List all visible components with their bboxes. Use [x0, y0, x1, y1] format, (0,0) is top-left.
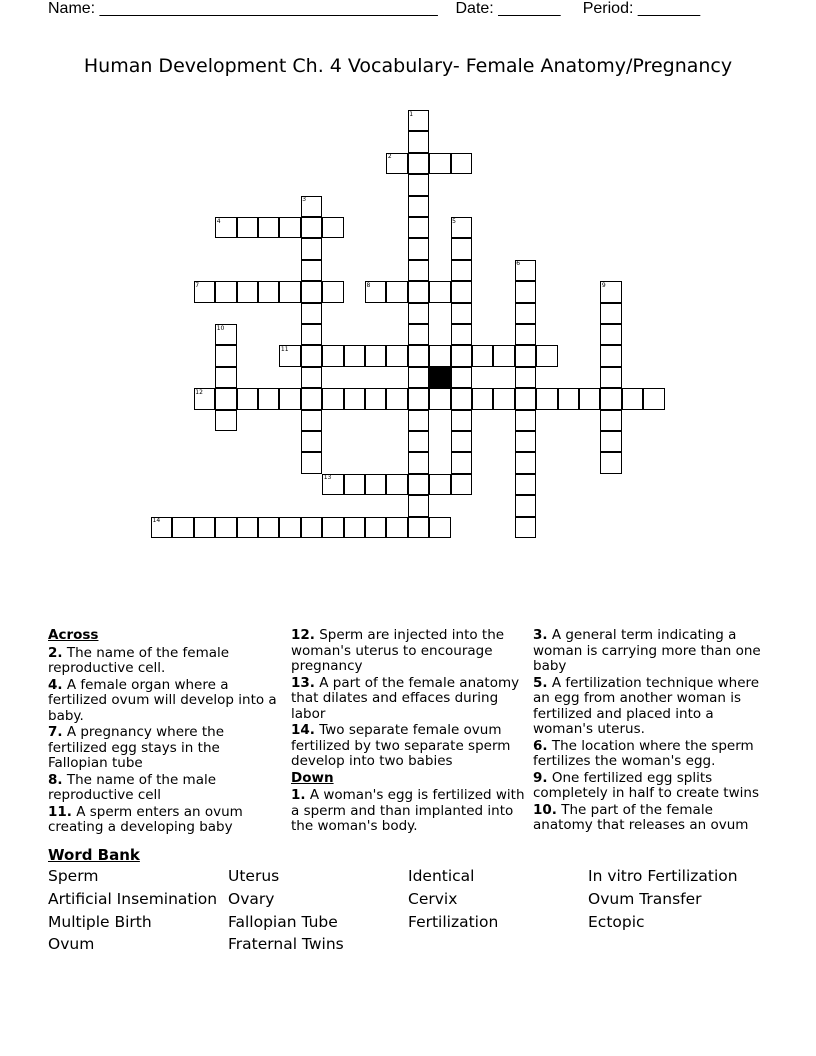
crossword-cell[interactable] — [408, 324, 429, 345]
crossword-cell[interactable] — [365, 474, 386, 495]
crossword-cell[interactable] — [279, 217, 300, 238]
word-bank-item: In vitro Fertilization — [588, 867, 738, 885]
crossword-cell[interactable] — [215, 367, 236, 388]
clue-number: 8 — [366, 281, 371, 289]
word-bank-item: Cervix — [408, 889, 458, 908]
word-bank-item: Identical — [408, 867, 475, 885]
crossword-cell[interactable] — [237, 217, 258, 238]
clue-across-4: 4. A female organ where a fertilized ovum will develop into a baby. — [48, 676, 277, 724]
crossword-cell[interactable] — [429, 281, 450, 302]
crossword-cell[interactable] — [344, 345, 365, 366]
crossword-cell[interactable] — [386, 345, 407, 366]
crossword-cell[interactable] — [215, 388, 236, 409]
crossword-cell[interactable] — [579, 388, 600, 409]
clue-number: 6 — [516, 260, 521, 268]
crossword-cell[interactable] — [408, 217, 429, 238]
clue-number: 2 — [387, 153, 392, 161]
crossword-cell[interactable] — [493, 345, 514, 366]
crossword-cell[interactable] — [451, 153, 472, 174]
word-bank — [48, 867, 768, 958]
crossword-cell[interactable] — [322, 217, 343, 238]
crossword-cell[interactable] — [301, 367, 322, 388]
crossword-cell[interactable] — [215, 517, 236, 538]
crossword-cell[interactable] — [237, 388, 258, 409]
crossword-cell[interactable] — [408, 367, 429, 388]
crossword-cell[interactable] — [429, 345, 450, 366]
crossword-cell[interactable] — [600, 388, 621, 409]
crossword-cell[interactable] — [301, 217, 322, 238]
period-field[interactable]: Period: _______ — [582, 0, 701, 17]
crossword-cell[interactable] — [515, 345, 536, 366]
clue-down-9: 9. One fertilized egg splits completely in half to create twins — [533, 769, 759, 801]
word-bank-item: Ectopic — [588, 912, 645, 931]
crossword-cell[interactable] — [386, 388, 407, 409]
crossword-cell[interactable] — [600, 367, 621, 388]
crossword-cell[interactable] — [600, 345, 621, 366]
word-bank-item: Fertilization — [408, 912, 499, 931]
clue-down-3: 3. A general term indicating a woman is carrying more than one baby — [533, 627, 761, 674]
crossword-cell[interactable] — [301, 303, 322, 324]
page-title: Human Development Ch. 4 Vocabulary- Female Anatomy/Pregnancy — [83, 55, 733, 77]
crossword-cell[interactable] — [515, 517, 536, 538]
crossword-cell[interactable] — [301, 517, 322, 538]
crossword-cell[interactable] — [237, 281, 258, 302]
clue-number: 7 — [195, 281, 200, 289]
crossword-cell[interactable] — [408, 345, 429, 366]
crossword-cell[interactable] — [451, 281, 472, 302]
crossword-cell[interactable] — [386, 474, 407, 495]
down-heading: Down — [291, 769, 334, 786]
across-heading: Across — [48, 627, 99, 643]
crossword-cell[interactable] — [643, 388, 664, 409]
crossword-cell[interactable] — [536, 388, 557, 409]
crossword-cell[interactable] — [322, 345, 343, 366]
crossword-cell[interactable] — [515, 410, 536, 431]
clues-column-1 — [48, 628, 283, 837]
clue-down-1: 1. A woman's egg is fertilized with a sperm and than implanted into the woman's body. — [291, 787, 525, 834]
crossword-cell[interactable] — [515, 388, 536, 409]
crossword-cell[interactable] — [386, 281, 407, 302]
crossword-cell[interactable] — [600, 303, 621, 324]
crossword-cell[interactable] — [301, 410, 322, 431]
crossword-cell[interactable] — [365, 345, 386, 366]
crossword-cell[interactable] — [600, 324, 621, 345]
clue-across-13: 13. A part of the female anatomy that dilates and effaces during labor — [291, 674, 520, 722]
crossword-cell[interactable] — [215, 410, 236, 431]
crossword-cell[interactable] — [451, 303, 472, 324]
word-bank-item: Ovum Transfer — [588, 889, 702, 908]
crossword-cell[interactable] — [408, 303, 429, 324]
crossword-cell[interactable] — [536, 345, 557, 366]
crossword-cell[interactable] — [408, 260, 429, 281]
crossword-cell[interactable] — [451, 431, 472, 452]
crossword-cell[interactable] — [301, 388, 322, 409]
clue-down-6: 6. The location where the sperm fertilizes the woman's egg. — [533, 737, 754, 769]
crossword-cell[interactable] — [279, 388, 300, 409]
word-bank-item: Artificial Insemination — [48, 889, 218, 908]
crossword-cell[interactable] — [301, 324, 322, 345]
crossword-cell[interactable] — [515, 324, 536, 345]
crossword-cell[interactable] — [408, 238, 429, 259]
crossword-cell[interactable] — [408, 174, 429, 195]
clue-across-11: 11. A sperm enters an ovum creating a developing baby — [48, 803, 243, 835]
clue-number: 14 — [152, 517, 161, 525]
crossword-cell[interactable] — [472, 345, 493, 366]
crossword-cell[interactable] — [451, 324, 472, 345]
clue-number: 10 — [216, 324, 225, 332]
crossword-cell[interactable] — [322, 281, 343, 302]
clue-number: 4 — [216, 217, 221, 225]
crossword-cell[interactable] — [600, 452, 621, 473]
crossword-cell[interactable] — [237, 517, 258, 538]
crossword-cell[interactable] — [408, 474, 429, 495]
crossword-cell[interactable] — [451, 474, 472, 495]
crossword-cell[interactable] — [493, 388, 514, 409]
crossword-cell[interactable] — [386, 517, 407, 538]
clue-number: 1 — [409, 110, 414, 118]
word-bank-row — [48, 935, 768, 958]
crossword-cell[interactable] — [215, 345, 236, 366]
crossword-cell[interactable] — [515, 281, 536, 302]
clue-across-8: 8. The name of the male reproductive cell — [48, 771, 217, 803]
crossword-cell[interactable] — [515, 452, 536, 473]
crossword-cell[interactable] — [301, 260, 322, 281]
crossword-cell[interactable] — [408, 153, 429, 174]
clue-number: 11 — [280, 345, 289, 353]
word-bank-item: Ovum — [48, 935, 95, 954]
crossword-cell[interactable] — [194, 517, 215, 538]
crossword-cell[interactable] — [172, 517, 193, 538]
word-bank-row — [48, 867, 768, 890]
crossword-cell[interactable] — [344, 474, 365, 495]
crossword-cell[interactable] — [408, 452, 429, 473]
crossword-cell[interactable] — [258, 281, 279, 302]
crossword-cell[interactable] — [451, 260, 472, 281]
clues-column-2 — [291, 628, 526, 836]
crossword-cell[interactable] — [451, 238, 472, 259]
word-bank-item: Ovary — [228, 889, 275, 908]
word-bank-title: Word Bank — [48, 846, 140, 864]
crossword-cell[interactable] — [365, 388, 386, 409]
clue-down-10: 10. The part of the female anatomy that releases an ovum — [533, 801, 749, 833]
crossword-cell[interactable] — [408, 431, 429, 452]
crossword-cell[interactable] — [301, 281, 322, 302]
crossword-block — [429, 367, 450, 388]
word-bank-row — [48, 913, 768, 936]
crossword-cell[interactable] — [515, 474, 536, 495]
crossword-cell[interactable] — [215, 281, 236, 302]
crossword-cell[interactable] — [408, 196, 429, 217]
clue-number: 12 — [195, 388, 203, 396]
crossword-cell[interactable] — [515, 431, 536, 452]
crossword-cell[interactable] — [279, 281, 300, 302]
crossword-cell[interactable] — [408, 281, 429, 302]
crossword-cell[interactable] — [365, 517, 386, 538]
crossword-cell[interactable] — [408, 410, 429, 431]
clue-number: 5 — [452, 217, 456, 225]
clue-across-14: 14. Two separate female ovum fertilized by two separate sperm develop into two babies — [291, 722, 511, 769]
crossword-cell[interactable] — [515, 367, 536, 388]
crossword-cell[interactable] — [429, 388, 450, 409]
word-bank-row — [48, 890, 768, 913]
word-bank-item: Sperm — [48, 867, 99, 885]
crossword-cell[interactable] — [322, 517, 343, 538]
word-bank-item: Uterus — [228, 867, 280, 885]
clue-across-7: 7. A pregnancy where the fertilized egg stays in the Fallopian tube — [48, 724, 225, 771]
crossword-cell[interactable] — [279, 517, 300, 538]
crossword-cell[interactable] — [322, 388, 343, 409]
crossword-cell[interactable] — [344, 388, 365, 409]
clues-column-3 — [533, 628, 773, 835]
crossword-cell[interactable] — [301, 452, 322, 473]
crossword-cell[interactable] — [451, 345, 472, 366]
clue-across-2: 2. The name of the female reproductive cell. — [48, 644, 230, 676]
clue-across-12: 12. Sperm are injected into the woman's uterus to encourage pregnancy — [291, 627, 505, 674]
crossword-cell[interactable] — [344, 517, 365, 538]
crossword-cell[interactable] — [515, 303, 536, 324]
crossword-cell[interactable] — [558, 388, 579, 409]
crossword-cell[interactable] — [600, 431, 621, 452]
crossword-cell[interactable] — [258, 388, 279, 409]
crossword-cell[interactable] — [258, 217, 279, 238]
crossword-cell[interactable] — [408, 388, 429, 409]
crossword-cell[interactable] — [408, 517, 429, 538]
crossword-cell[interactable] — [451, 388, 472, 409]
crossword-cell[interactable] — [301, 345, 322, 366]
crossword-cell[interactable] — [301, 238, 322, 259]
crossword-cell[interactable] — [451, 452, 472, 473]
clue-number: 9 — [601, 281, 606, 289]
crossword-cell[interactable] — [258, 517, 279, 538]
clue-down-5: 5. A fertilization technique where an egg from another woman is fertilized and placed into a woman's uterus. — [533, 674, 760, 737]
crossword-cell[interactable] — [408, 131, 429, 152]
crossword-cell[interactable] — [515, 495, 536, 516]
crossword-cell[interactable] — [429, 517, 450, 538]
crossword-cell[interactable] — [429, 153, 450, 174]
crossword-cell[interactable] — [622, 388, 643, 409]
clue-number: 13 — [323, 474, 332, 482]
clue-number: 3 — [302, 196, 307, 204]
crossword-cell[interactable] — [429, 474, 450, 495]
crossword-cell[interactable] — [301, 431, 322, 452]
crossword-cell[interactable] — [408, 495, 429, 516]
date-field[interactable]: Date: _______ — [455, 0, 561, 17]
word-bank-item: Fraternal Twins — [228, 935, 344, 954]
name-field[interactable]: Name: ______________________________________ — [48, 0, 438, 17]
word-bank-item: Multiple Birth — [48, 912, 152, 931]
word-bank-item: Fallopian Tube — [228, 912, 338, 931]
crossword-cell[interactable] — [451, 410, 472, 431]
crossword-cell[interactable] — [451, 367, 472, 388]
crossword-cell[interactable] — [472, 388, 493, 409]
crossword-cell[interactable] — [600, 410, 621, 431]
